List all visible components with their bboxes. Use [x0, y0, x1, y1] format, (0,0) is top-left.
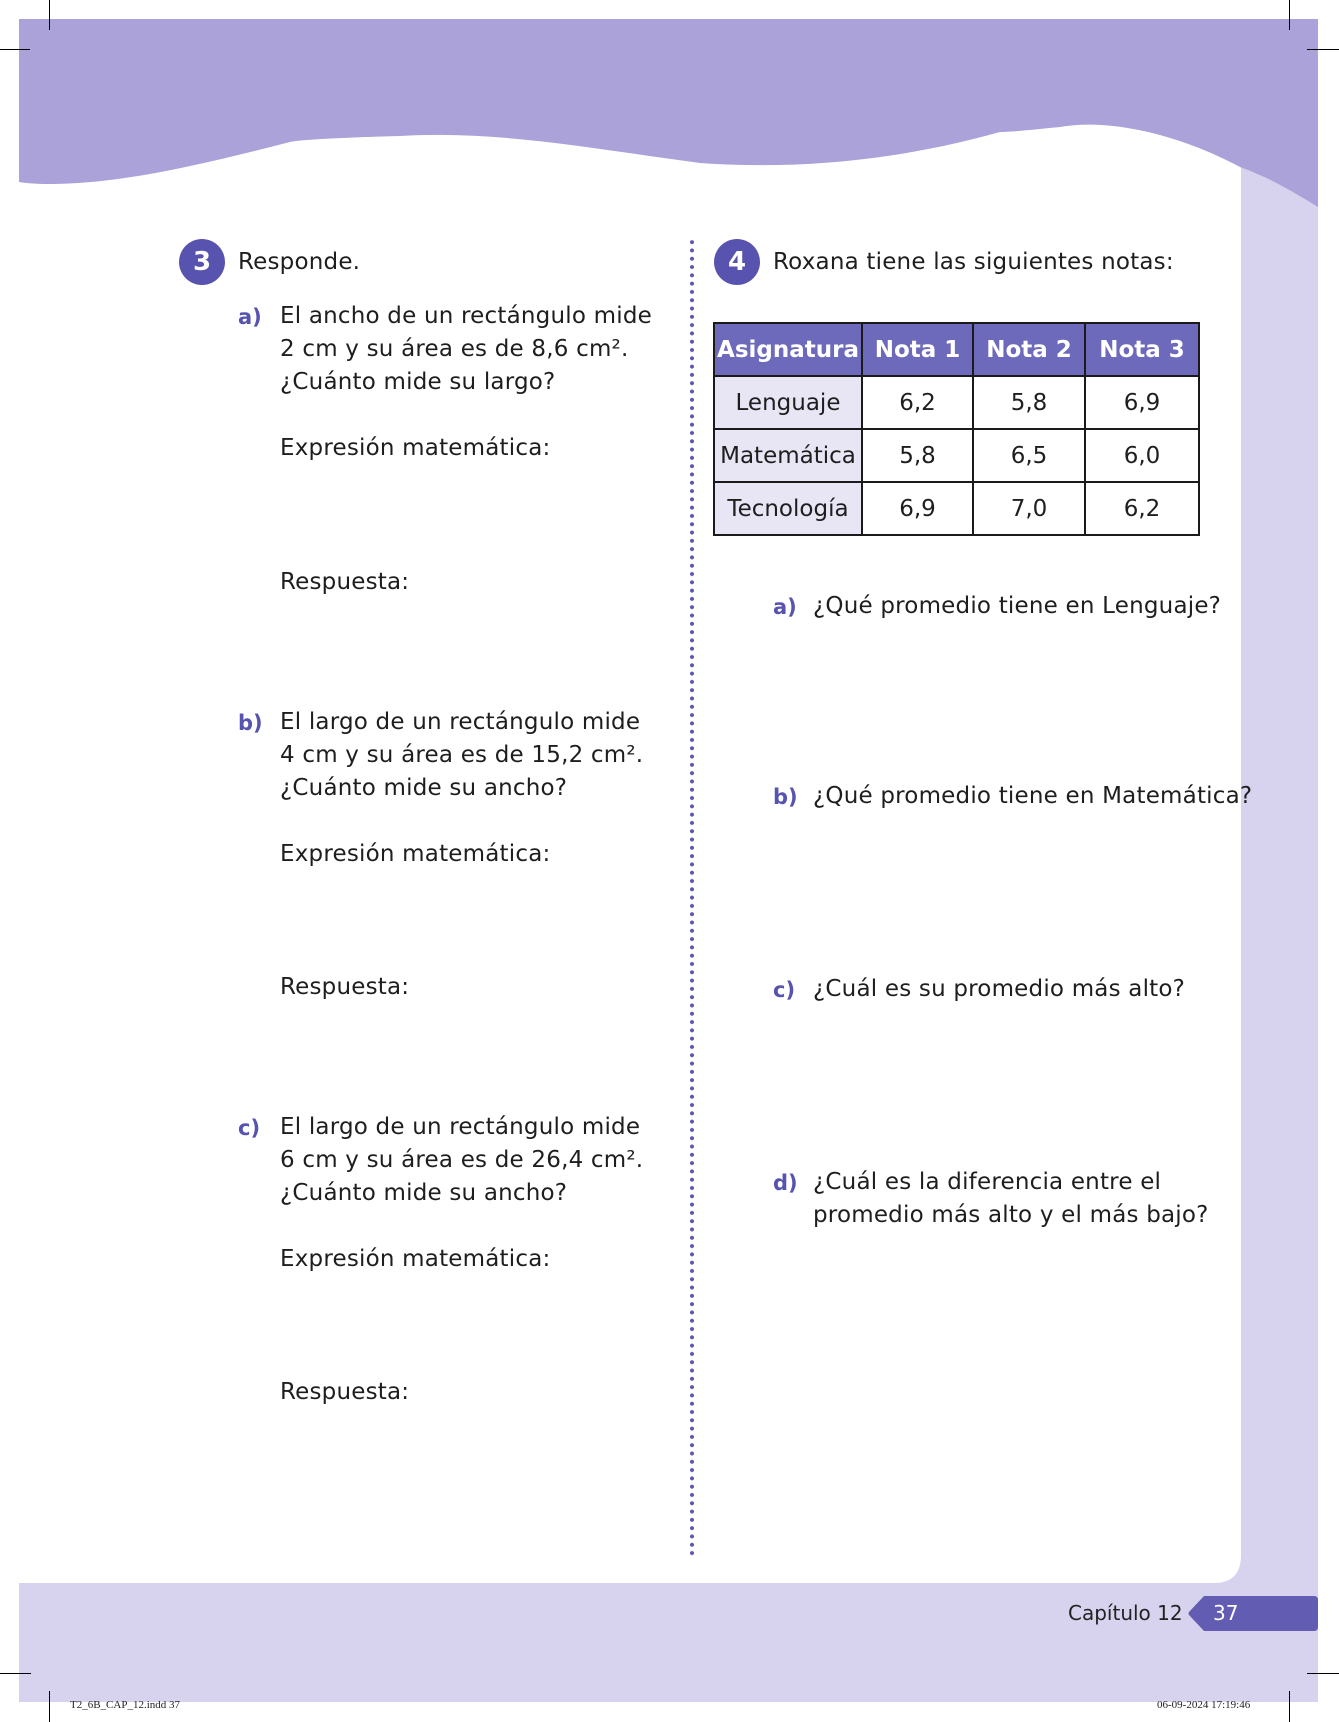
crop-mark	[0, 49, 30, 50]
page-number-badge	[1188, 1596, 1318, 1631]
chapter-label: Capítulo 12	[1068, 1601, 1183, 1625]
page-number: 37	[1213, 1601, 1239, 1625]
question-label: b)	[773, 785, 798, 809]
table-row	[714, 429, 1199, 482]
table-header-row	[714, 323, 1199, 376]
exercise-number-badge: 4	[714, 239, 760, 285]
question-text: ¿Cuál es su promedio más alto?	[813, 976, 1186, 1002]
slug-timestamp: 06-09-2024 17:19:46	[1157, 1699, 1251, 1711]
column-header: Asignatura	[714, 323, 862, 376]
question-text: ¿Cuál es la diferencia entre el promedio más alto y el más bajo?	[813, 1169, 1209, 1228]
crop-mark	[49, 0, 50, 30]
crop-mark	[1307, 1673, 1339, 1674]
item-statement: El ancho de un rectángulo mide 2 cm y su área es de 8,6 cm². ¿Cuánto mide su largo?	[280, 303, 652, 395]
grade-cell: 6,2	[1085, 482, 1199, 535]
grade-cell: 5,8	[973, 376, 1085, 429]
column-divider	[689, 238, 695, 1558]
question-label: c)	[773, 978, 796, 1002]
item-statement: El largo de un rectángulo mide 4 cm y su área es de 15,2 cm². ¿Cuánto mide su ancho?	[280, 709, 644, 801]
item-label: a)	[238, 305, 262, 329]
grade-cell: 7,0	[973, 482, 1085, 535]
grades-table	[713, 322, 1200, 536]
question-label: a)	[773, 595, 797, 619]
table-row	[714, 482, 1199, 535]
table-row	[714, 376, 1199, 429]
item-label: b)	[238, 711, 263, 735]
subject-cell: Lenguaje	[714, 376, 862, 429]
question-text: ¿Qué promedio tiene en Lenguaje?	[813, 593, 1222, 619]
grade-cell: 6,9	[862, 482, 973, 535]
grade-cell: 6,5	[973, 429, 1085, 482]
expression-label: Expresión matemática:	[280, 841, 551, 867]
grade-cell: 6,9	[1085, 376, 1199, 429]
exercise-title: Roxana tiene las siguientes notas:	[773, 249, 1174, 275]
column-header: Nota 3	[1085, 323, 1199, 376]
question-label: d)	[773, 1171, 798, 1195]
subject-cell: Matemática	[714, 429, 862, 482]
crop-mark	[49, 1691, 50, 1722]
crop-mark	[0, 1673, 31, 1674]
answer-label: Respuesta:	[280, 974, 410, 1000]
crop-mark	[1289, 0, 1290, 30]
subject-cell: Tecnología	[714, 482, 862, 535]
question-text: ¿Qué promedio tiene en Matemática?	[813, 783, 1253, 809]
item-label: c)	[238, 1116, 261, 1140]
expression-label: Expresión matemática:	[280, 435, 551, 461]
grade-cell: 6,2	[862, 376, 973, 429]
side-band	[1241, 150, 1318, 1702]
crop-mark	[1289, 1691, 1290, 1722]
grade-cell: 5,8	[862, 429, 973, 482]
expression-label: Expresión matemática:	[280, 1246, 551, 1272]
answer-label: Respuesta:	[280, 569, 410, 595]
crop-mark	[1307, 49, 1339, 50]
item-statement: El largo de un rectángulo mide 6 cm y su área es de 26,4 cm². ¿Cuánto mide su ancho?	[280, 1114, 644, 1206]
exercise-title: Responde.	[238, 249, 361, 275]
column-header: Nota 1	[862, 323, 973, 376]
header-wave	[19, 19, 1318, 207]
slug-filename: T2_6B_CAP_12.indd 37	[70, 1699, 181, 1711]
exercise-number-badge: 3	[179, 239, 225, 285]
grade-cell: 6,0	[1085, 429, 1199, 482]
answer-label: Respuesta:	[280, 1379, 410, 1405]
column-header: Nota 2	[973, 323, 1085, 376]
